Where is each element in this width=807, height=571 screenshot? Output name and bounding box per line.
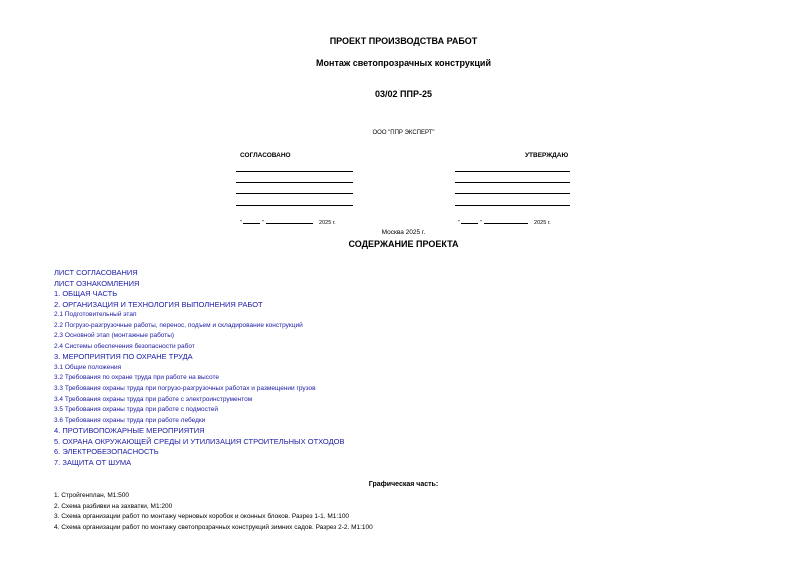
approval-date-right <box>458 217 551 226</box>
table-of-contents <box>54 268 754 468</box>
signature-line-right <box>455 205 570 206</box>
toc-link[interactable]: 3.4 Требования охраны труда при работе с электроинструментом <box>54 395 253 403</box>
date-year: 2025 г. <box>534 220 551 226</box>
date-day-blank <box>461 217 478 224</box>
signature-line-left <box>236 171 353 172</box>
date-quote-open: " <box>458 220 460 226</box>
toc-link[interactable]: 3. МЕРОПРИЯТИЯ ПО ОХРАНЕ ТРУДА <box>54 352 193 362</box>
toc-link[interactable]: ЛИСТ СОГЛАСОВАНИЯ <box>54 268 138 277</box>
graphics-list <box>54 491 754 533</box>
document-title: ПРОЕКТ ПРОИЗВОДСТВА РАБОТ <box>329 36 478 46</box>
graphics-list-item: 4. Схема организации работ по монтажу светопрозрачных конструкций зимних садов. Разрез 2-2. М1:100 <box>54 523 373 531</box>
signature-line-right <box>455 193 570 194</box>
toc-link[interactable]: 2. ОРГАНИЗАЦИЯ И ТЕХНОЛОГИЯ ВЫПОЛНЕНИЯ РАБОТ <box>54 299 263 309</box>
approval-left-label: СОГЛАСОВАНО <box>240 152 291 159</box>
approval-right-label: УТВЕРЖДАЮ <box>525 152 569 159</box>
graphics-section-title: Графическая часть: <box>368 481 439 488</box>
graphics-list-item: 3. Схема организации работ по монтажу черновых коробок и оконных блоков. Разрез 1-1. М1:100 <box>54 513 350 521</box>
toc-link[interactable]: 5. ОХРАНА ОКРУЖАЮЩЕЙ СРЕДЫ И УТИЛИЗАЦИЯ СТРОИТЕЛЬНЫХ ОТХОДОВ <box>54 436 345 446</box>
signature-line-right <box>455 171 570 172</box>
approval-date-left <box>240 217 336 226</box>
organization-name: ООО "ППР ЭКСПЕРТ" <box>372 130 435 136</box>
toc-link[interactable]: 2.3 Основной этап (монтажные работы) <box>54 332 175 340</box>
graphics-list-item: 1. Стройгенплан, М1:500 <box>54 492 130 499</box>
date-quote-close: " <box>262 220 264 226</box>
signature-line-left <box>236 193 353 194</box>
signature-line-right <box>455 182 570 183</box>
date-quote-open: " <box>240 220 242 226</box>
toc-link[interactable]: 2.2 Погрузо-разгрузочные работы, перенос, подъем и складирование конструкций <box>54 321 303 329</box>
toc-link[interactable]: ЛИСТ ОЗНАКОМЛЕНИЯ <box>54 278 140 288</box>
document-code: 03/02 ППР-25 <box>375 89 432 99</box>
date-month-blank <box>266 217 313 224</box>
toc-link[interactable]: 3.3 Требования охраны труда при погрузо-разгрузочных работах и размещении грузов <box>54 385 316 393</box>
date-quote-close: " <box>480 220 482 226</box>
document-subtitle: Монтаж светопрозрачных конструкций <box>316 58 491 68</box>
toc-link[interactable]: 2.4 Системы обеспечения безопасности работ <box>54 342 195 350</box>
toc-link[interactable]: 6. ЭЛЕКТРОБЕЗОПАСНОСТЬ <box>54 447 159 457</box>
date-month-blank <box>484 217 528 224</box>
toc-link[interactable]: 2.1 Подготовительный этап <box>54 311 137 319</box>
toc-link[interactable]: 3.6 Требования охраны труда при работе лебедки <box>54 416 206 424</box>
toc-link[interactable]: 1. ОБЩАЯ ЧАСТЬ <box>54 289 118 299</box>
toc-link[interactable]: 3.1 Общие положения <box>54 363 122 371</box>
toc-link[interactable]: 3.5 Требования охраны труда при работе с подмостей <box>54 406 218 414</box>
signature-line-left <box>236 182 353 183</box>
date-day-blank <box>243 217 260 224</box>
toc-title: СОДЕРЖАНИЕ ПРОЕКТА <box>348 239 459 249</box>
toc-link[interactable]: 4. ПРОТИВОПОЖАРНЫЕ МЕРОПРИЯТИЯ <box>54 426 205 436</box>
toc-link[interactable]: 3.2 Требования по охране труда при работе на высоте <box>54 374 219 382</box>
city-year: Москва 2025 г. <box>381 229 426 236</box>
signature-line-left <box>236 205 353 206</box>
toc-link[interactable]: 7. ЗАЩИТА ОТ ШУМА <box>54 457 132 467</box>
graphics-list-item: 2. Схема разбивки на захватки, М1:200 <box>54 502 173 510</box>
date-year: 2025 г. <box>319 220 336 226</box>
